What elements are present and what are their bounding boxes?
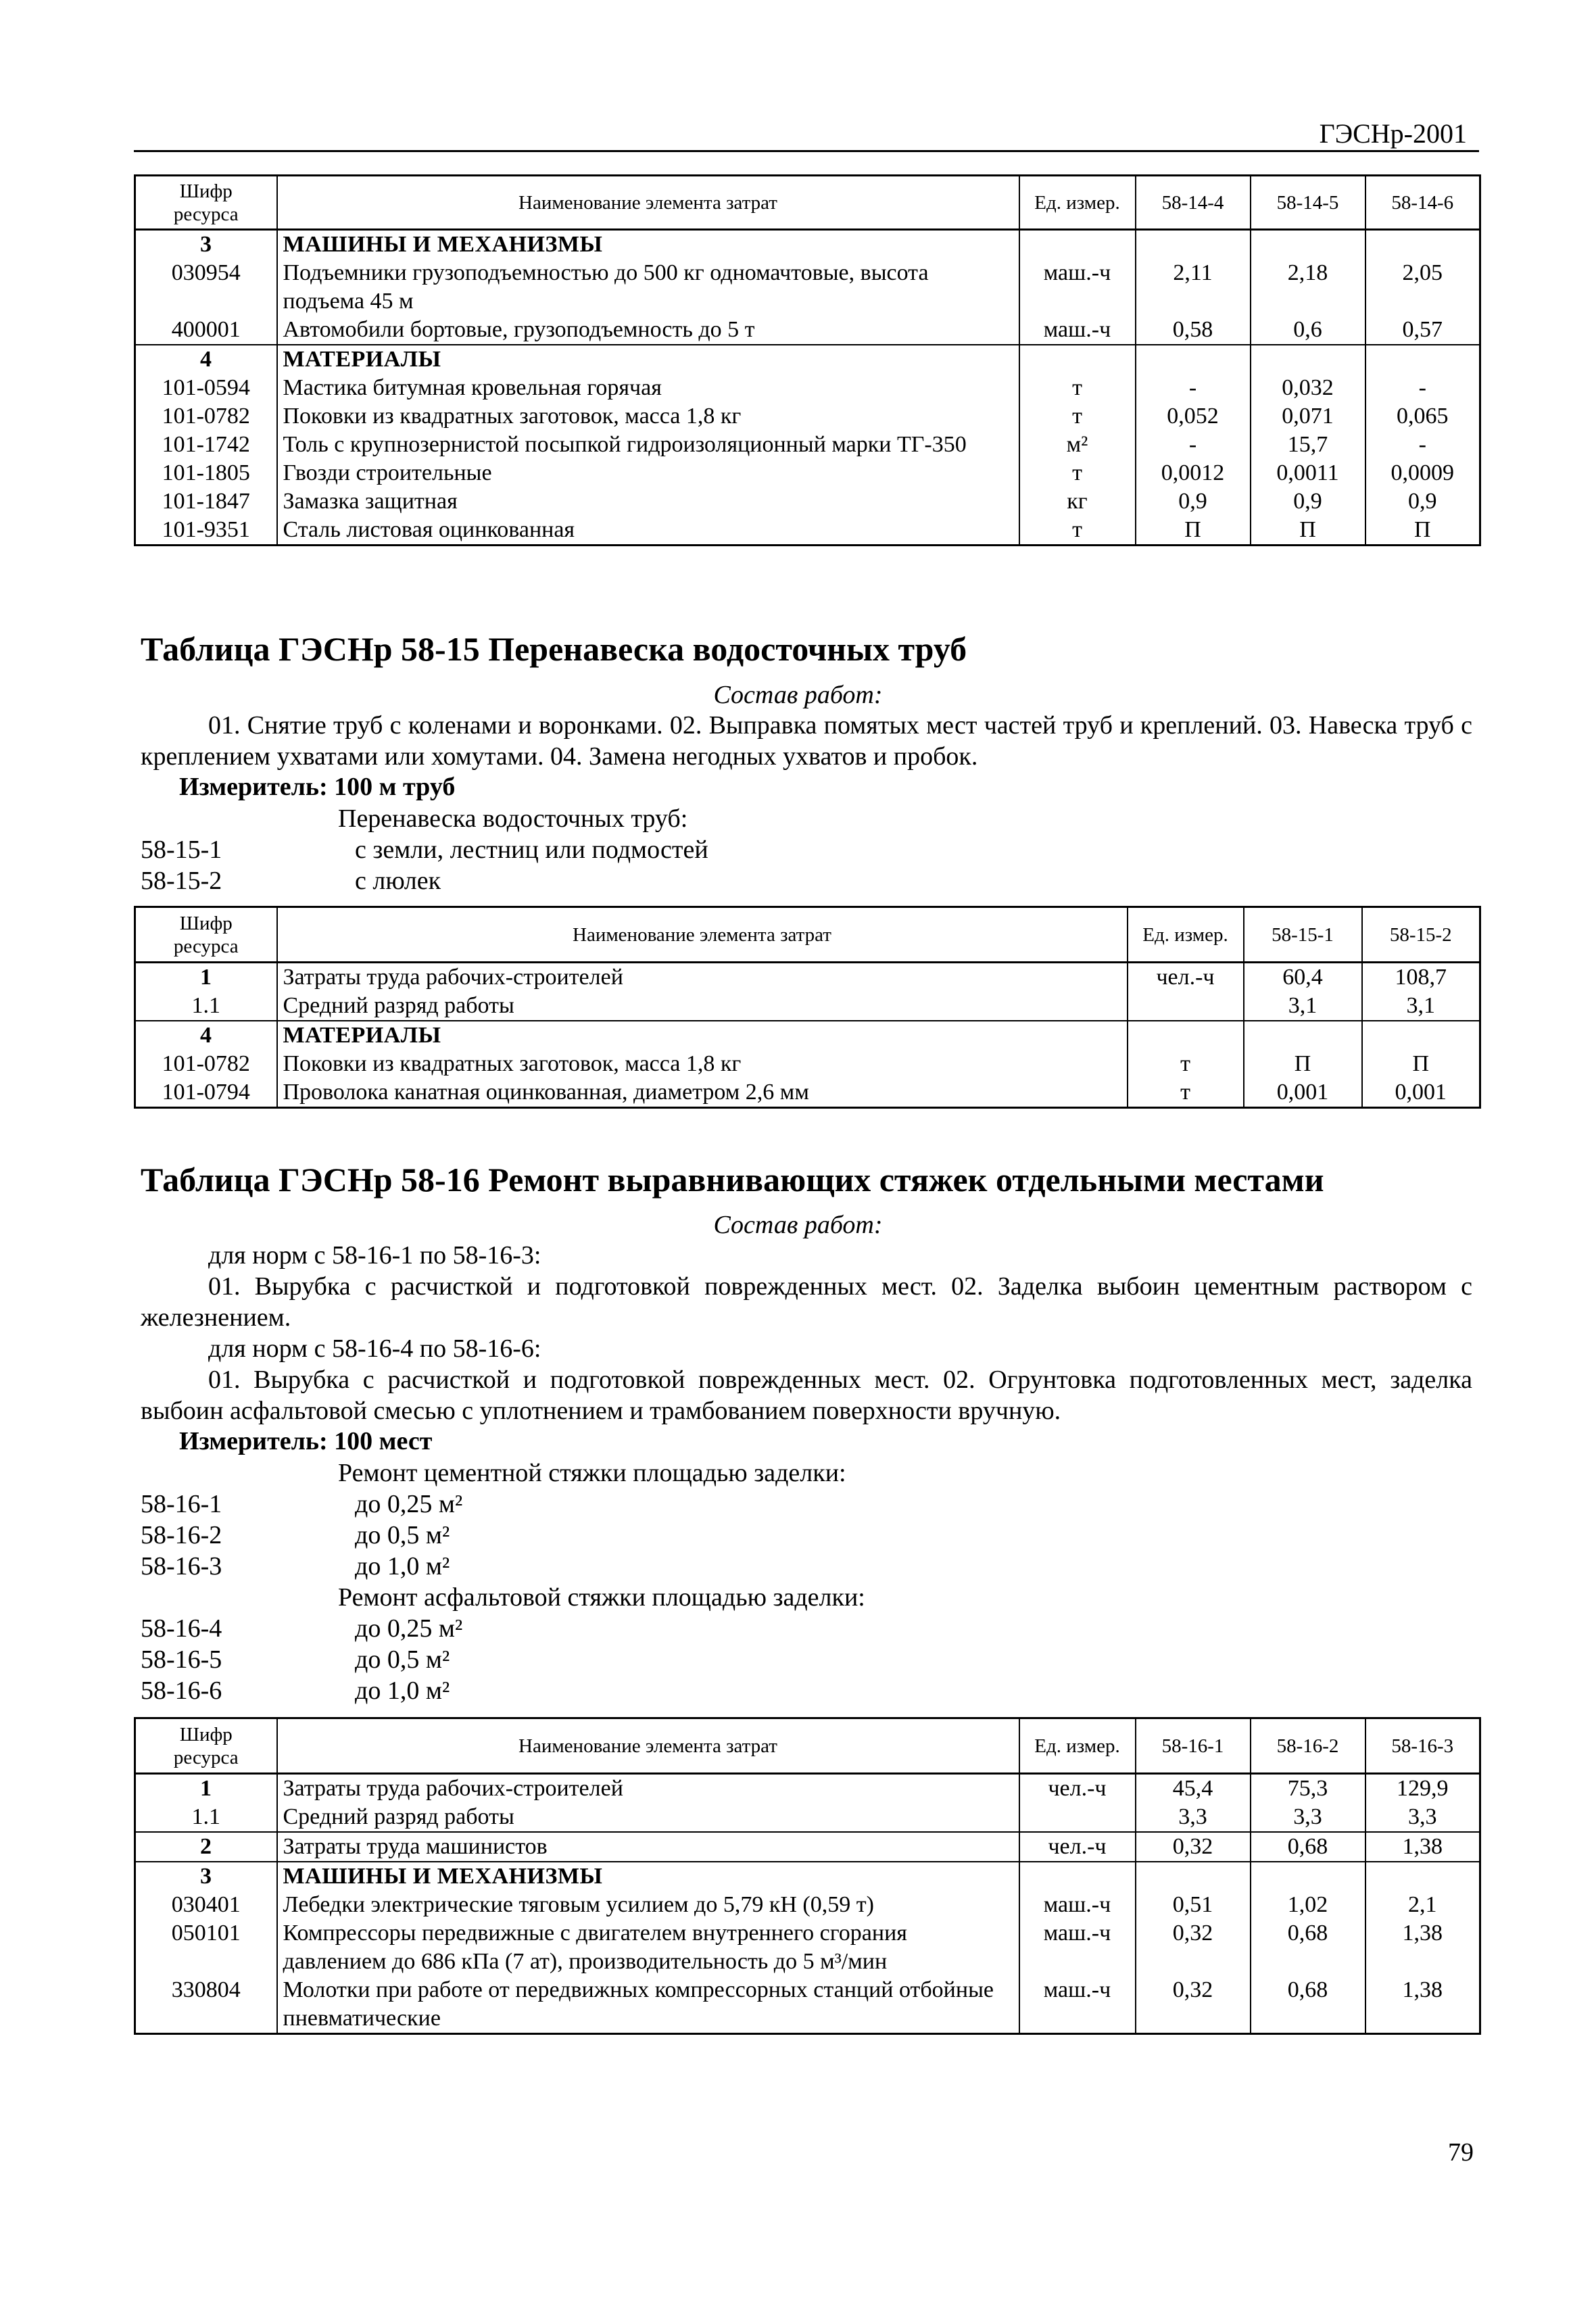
norm-scope: для норм с 58-16-1 по 58-16-3: — [208, 1241, 541, 1270]
header-norm: 58-15-1 — [1244, 907, 1362, 963]
norm-text: с люлек — [355, 867, 441, 895]
section-row: 4 МАТЕРИАЛЫ — [135, 345, 1480, 374]
table-row: 030401 Лебедки электрические тяговым усилием до 5,79 кН (0,59 т) маш.-ч 0,51 1,02 2,1 — [135, 1891, 1480, 1919]
table-row: 1 Затраты труда рабочих-строителей чел.-ч 45,4 75,3 129,9 — [135, 1774, 1480, 1804]
norm-text: до 0,25 м² — [355, 1490, 463, 1518]
header-norm: 58-16-3 — [1365, 1718, 1480, 1774]
header-norm: 58-15-2 — [1362, 907, 1480, 963]
norm-text: до 0,5 м² — [355, 1645, 450, 1674]
header-code: Шифр ресурса — [135, 176, 277, 230]
norm-code: 58-16-2 — [141, 1521, 222, 1549]
section-row: 3 МАШИНЫ И МЕХАНИЗМЫ — [135, 230, 1480, 260]
norm-code: 58-16-6 — [141, 1676, 222, 1705]
resource-table-58-15 — [134, 906, 1481, 1109]
norm-text: до 0,5 м² — [355, 1521, 450, 1549]
resource-table-58-14 — [134, 174, 1481, 546]
table-row: 101-9351 Сталь листовая оцинкованная т П П П — [135, 516, 1480, 546]
table-row: 101-0782 Поковки из квадратных заготовок, масса 1,8 кг т П П — [135, 1050, 1480, 1078]
norm-text: до 1,0 м² — [355, 1552, 450, 1581]
norm-code: 58-16-1 — [141, 1490, 222, 1518]
header-norm: 58-16-2 — [1251, 1718, 1365, 1774]
table-row: 400001 Автомобили бортовые, грузоподъемность до 5 т маш.-ч 0,58 0,6 0,57 — [135, 316, 1480, 345]
header-norm: 58-16-1 — [1136, 1718, 1251, 1774]
table-row: 1 Затраты труда рабочих-строителей чел.-ч 60,4 108,7 — [135, 963, 1480, 992]
header-code: Шифр ресурса — [135, 907, 277, 963]
norm-code: 58-16-5 — [141, 1645, 222, 1674]
table-row: 101-0782 Поковки из квадратных заготовок, масса 1,8 кг т 0,052 0,071 0,065 — [135, 402, 1480, 431]
norm-scope: для норм с 58-16-4 по 58-16-6: — [208, 1334, 541, 1363]
norm-group-title: Ремонт цементной стяжки площадью заделки: — [338, 1459, 846, 1487]
header-unit: Ед. измер. — [1019, 176, 1136, 230]
table-row: 101-0794 Проволока канатная оцинкованная, диаметром 2,6 мм т 0,001 0,001 — [135, 1078, 1480, 1108]
norm-code: 58-15-1 — [141, 836, 222, 864]
norm-text: до 0,25 м² — [355, 1614, 463, 1643]
table-row: 1.1 Средний разряд работы 3,1 3,1 — [135, 992, 1480, 1021]
header-unit: Ед. измер. — [1128, 907, 1244, 963]
measure-label: Измеритель: 100 м труб — [179, 773, 456, 801]
norm-code: 58-16-3 — [141, 1552, 222, 1581]
section-row: 3 МАШИНЫ И МЕХАНИЗМЫ — [135, 1862, 1480, 1891]
composition-label: Состав работ: — [713, 1211, 883, 1239]
table-row: 330804 Молотки при работе от передвижных компрессорных станций отбойные пневматические маш.-ч 0,32 0,68 1,38 — [135, 1976, 1480, 2034]
header-name: Наименование элемента затрат — [277, 1718, 1019, 1774]
table-row: 101-1805 Гвозди строительные т 0,0012 0,0011 0,0009 — [135, 459, 1480, 487]
table-row: 2 Затраты труда машинистов чел.-ч 0,32 0,68 1,38 — [135, 1832, 1480, 1862]
page-number: 79 — [1448, 2138, 1474, 2167]
table-row: 101-1847 Замазка защитная кг 0,9 0,9 0,9 — [135, 487, 1480, 516]
measure-label: Измеритель: 100 мест — [179, 1427, 433, 1455]
table-row: 101-1742 Толь с крупнозернистой посыпкой гидроизоляционный марки ТГ-350 м² - 15,7 - — [135, 431, 1480, 459]
composition-text: 01. Вырубка с расчисткой и подготовкой поврежденных мест. 02. Заделка выбоин цементным раствором с железнением. — [141, 1272, 1472, 1332]
norm-code: 58-16-4 — [141, 1614, 222, 1643]
composition-text: 01. Снятие труб с коленами и воронками. 02. Выправка помятых мест частей труб и креплений. 03. Навеска труб с креплением ухватами или хомутами. 04. Замена негодных ухватов и пробок. — [141, 711, 1472, 771]
table-row: 101-0594 Мастика битумная кровельная горячая т - 0,032 - — [135, 374, 1480, 402]
table-title-58-15: Таблица ГЭСНр 58-15 Перенавеска водосточных труб — [141, 630, 967, 668]
norm-text: до 1,0 м² — [355, 1676, 450, 1705]
composition-text: 01. Вырубка с расчисткой и подготовкой поврежденных мест. 02. Огрунтовка подготовленных мест, заделка выбоин асфальтовой смесью с уплотнением и трамбованием поверхности вручную. — [141, 1366, 1472, 1425]
norm-code: 58-15-2 — [141, 867, 222, 895]
table-row: 050101 Компрессоры передвижные с двигателем внутреннего сгорания давлением до 686 кПа (7 ат), производительность до 5 м³/мин маш.-ч 0,32 0,68 1,38 — [135, 1919, 1480, 1976]
table-row: 1.1 Средний разряд работы 3,3 3,3 3,3 — [135, 1803, 1480, 1832]
composition-label: Состав работ: — [713, 681, 883, 709]
norm-group-title: Ремонт асфальтовой стяжки площадью заделки: — [338, 1583, 865, 1612]
section-row: 4 МАТЕРИАЛЫ — [135, 1021, 1480, 1050]
header-code: Шифр ресурса — [135, 1718, 277, 1774]
table-row: 030954 Подъемники грузоподъемностью до 500 кг одномачтовые, высота подъема 45 м маш.-ч 2,11 2,18 2,05 — [135, 259, 1480, 316]
table-title-58-16: Таблица ГЭСНр 58-16 Ремонт выравнивающих стяжек отдельными местами — [141, 1161, 1324, 1199]
document-code: ГЭСНр-2001 — [1319, 118, 1467, 149]
header-norm: 58-14-4 — [1136, 176, 1251, 230]
norm-text: с земли, лестниц или подмостей — [355, 836, 708, 864]
header-name: Наименование элемента затрат — [277, 907, 1128, 963]
table-header-row — [135, 1718, 1480, 1774]
header-name: Наименование элемента затрат — [277, 176, 1019, 230]
table-header-row — [135, 176, 1480, 230]
norm-group-title: Перенавеска водосточных труб: — [338, 804, 688, 833]
header-norm: 58-14-6 — [1365, 176, 1480, 230]
table-header-row — [135, 907, 1480, 963]
header-norm: 58-14-5 — [1251, 176, 1365, 230]
resource-table-58-16 — [134, 1717, 1481, 2035]
header-rule — [134, 150, 1479, 152]
header-unit: Ед. измер. — [1019, 1718, 1136, 1774]
